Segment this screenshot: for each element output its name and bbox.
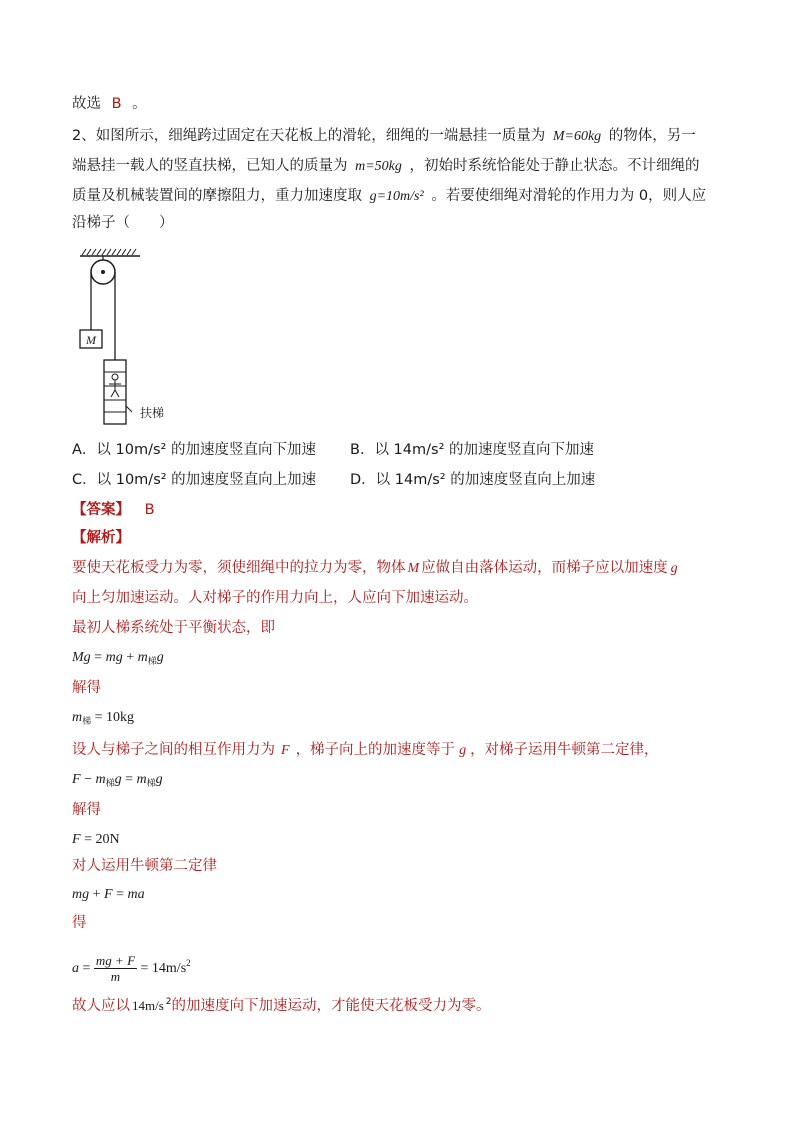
eq-op: + [122,650,138,665]
analysis-paragraph-3 [72,618,275,638]
eq-term: g [114,772,122,787]
eq-term: a [72,961,79,976]
analysis-paragraph-2 [72,588,478,608]
eq-term: Mg [72,650,91,665]
eq-term: mg [72,887,90,902]
equation-equilibrium [72,648,164,671]
analysis-text: 设人与梯子之间的相互作用力为 [72,742,275,758]
analysis-text: ，对梯子运用牛顿第二定律， [470,742,659,758]
conclusion-value: 14m/s [132,998,164,1013]
eq-sub: 梯 [146,778,156,788]
prev-answer-letter: B [111,96,122,112]
analysis-text: 应做自由落体运动，而梯子应以加速度 [421,560,668,576]
equation-ladder-mass [72,708,134,731]
eq-term: g [156,650,164,665]
eq-term: g [155,772,163,787]
ceiling [80,249,140,256]
fraction-numerator: mg + F [95,953,136,969]
analysis-tag: 【解析】 [72,530,130,546]
eq-sup: 2 [165,997,172,1007]
analysis-text: 的加速度向下加速运动，才能使天花板受力为零。 [171,998,491,1014]
mass-M-value: M=60kg [552,129,602,144]
option-letter: A [72,442,82,458]
analysis-tag-line [72,528,130,548]
mass-block [80,330,102,348]
analysis-text: 解得 [72,680,101,696]
prev-answer-line [72,94,147,114]
eq-term: mg [105,650,123,665]
prev-answer-suffix: 。 [132,96,147,112]
option-text: 以 14m/s² 的加速度竖直向上加速 [375,472,596,488]
eq-term: F [104,887,113,902]
equation-force [72,830,120,850]
question-text: 质量及机械装置间的摩擦阻力，重力加速度取 [72,188,362,204]
analysis-paragraph-4 [72,740,659,761]
question-line-4 [72,213,174,233]
fraction-denominator: m [110,969,121,985]
question-text: 的物体，另一 [608,128,696,144]
question-line-1 [72,126,696,147]
mass-m-value: m=50kg [355,159,402,174]
eq-op: = [121,772,137,787]
ladder [104,360,126,424]
option-text: 以 10m/s² 的加速度竖直向上加速 [96,472,317,488]
equation-acceleration [72,948,191,984]
question-line-3 [72,186,706,207]
eq-sub: 梯 [147,656,157,666]
analysis-symbol: g [459,743,467,758]
solve-label-3 [72,913,87,933]
answer-value: B [144,502,155,518]
analysis-symbol: F [281,743,290,758]
answer-line [72,500,155,520]
option-letter: D [350,472,362,488]
eq-op: + [89,887,105,902]
prev-answer-prefix: 故选 [72,96,101,112]
eq-term: m [72,710,83,725]
pulley [91,256,115,284]
eq-term: ma [127,887,145,902]
eq-term: m [95,772,106,787]
analysis-paragraph-1 [72,558,678,579]
question-text: ，初始时系统恰能处于静止状态。不计细绳的 [409,158,700,174]
answer-tag: 【答案】 [72,502,130,518]
eq-term: = 14m/s [137,961,187,976]
analysis-text: 得 [72,915,87,931]
option-c[interactable]: C．以 10m/s² 的加速度竖直向上加速 [72,472,317,488]
analysis-symbol: M [407,561,420,576]
eq-sub: 梯 [82,716,92,726]
option-b[interactable]: B．以 14m/s² 的加速度竖直向下加速 [350,442,594,458]
ladder-label-pointer [126,406,132,412]
eq-term: = 10kg [91,710,135,725]
eq-term: F [72,772,81,787]
pulley-ladder-diagram [72,246,182,426]
analysis-text: 向上匀加速运动。人对梯子的作用力向上，人应向下加速运动。 [72,590,478,606]
analysis-paragraph-5 [72,856,217,876]
eq-term: m [136,772,147,787]
option-a[interactable]: A．以 10m/s² 的加速度竖直向下加速 [72,442,316,458]
analysis-text: 故人应以 [72,998,130,1014]
option-letter: B [350,442,360,458]
mass-label: M [86,333,96,347]
question-text: 。若要使细绳对滑轮的作用力为 0，则人应 [431,188,707,204]
analysis-text: 最初人梯系统处于平衡状态，即 [72,620,275,636]
eq-sup: 2 [186,958,191,968]
eq-sub: 梯 [105,778,115,788]
eq-op: = [90,650,106,665]
option-letter: C [72,472,83,488]
eq-op: − [80,772,96,787]
analysis-text: ，梯子向上的加速度等于 [295,742,456,758]
question-text: 2、如图所示，细绳跨过固定在天花板上的滑轮，细绳的一端悬挂一质量为 [72,128,546,144]
analysis-text: 要使天花板受力为零，须使细绳中的拉力为零，物体 [72,560,406,576]
solve-label-1 [72,678,101,698]
eq-op: = [112,887,128,902]
option-text: 以 10m/s² 的加速度竖直向下加速 [96,442,316,458]
equation-person-newton [72,885,145,905]
ladder-label: 扶梯 [140,406,165,420]
equation-ladder-newton [72,770,163,793]
question-text: 沿梯子（ ） [72,215,174,231]
option-d[interactable]: D．以 14m/s² 的加速度竖直向上加速 [350,472,596,488]
analysis-text: 解得 [72,802,101,818]
analysis-conclusion [72,992,491,1016]
gravity-value: g=10m/s² [369,189,424,204]
question-line-2 [72,156,700,177]
eq-term: F [72,832,81,847]
analysis-symbol: g [670,561,678,576]
question-text: 端悬挂一载人的竖直扶梯，已知人的质量为 [72,158,348,174]
eq-term: = 20N [80,832,120,847]
eq-op: = [79,961,94,976]
fraction [94,953,137,984]
eq-term: m [137,650,148,665]
solve-label-2 [72,800,101,820]
option-text: 以 14m/s² 的加速度竖直向下加速 [374,442,594,458]
analysis-text: 对人运用牛顿第二定律 [72,858,217,874]
